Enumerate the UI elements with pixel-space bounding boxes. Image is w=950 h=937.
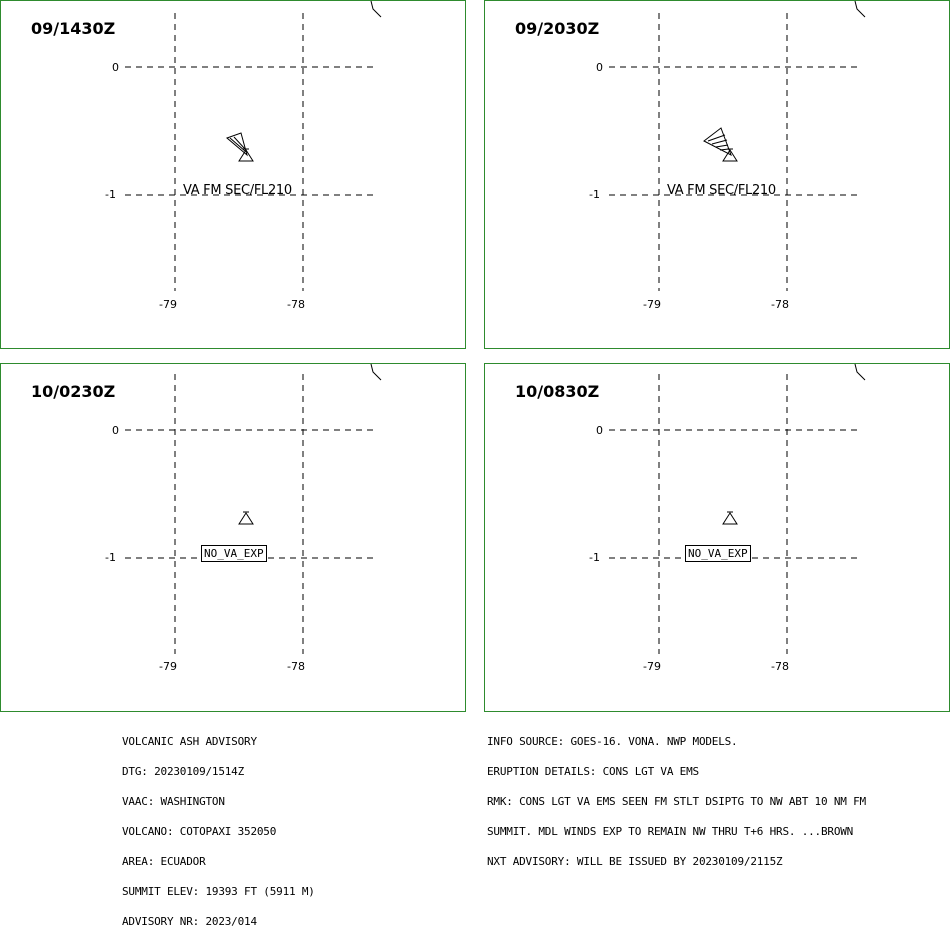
forecast-panel-2 xyxy=(484,0,950,349)
forecast-panel-1 xyxy=(0,0,466,349)
coastline xyxy=(371,1,381,17)
panel-time: 10/0830Z xyxy=(515,382,600,401)
advisory-line: NXT ADVISORY: WILL BE ISSUED BY 20230109/2115Z xyxy=(487,855,783,868)
advisory-line: VOLCANO: COTOPAXI 352050 xyxy=(122,825,277,838)
lat-tick-0: 0 xyxy=(112,424,119,437)
ash-label: VA FM SEC/FL210 xyxy=(667,183,776,198)
lon-tick-78: -78 xyxy=(771,298,789,311)
lon-tick-78: -78 xyxy=(771,660,789,673)
advisory-line: ERUPTION DETAILS: CONS LGT VA EMS xyxy=(487,765,699,778)
coastline xyxy=(855,1,865,17)
advisory-line: ADVISORY NR: 2023/014 xyxy=(122,915,257,928)
lat-tick-0: 0 xyxy=(596,424,603,437)
lat-tick-minus1: -1 xyxy=(589,188,600,201)
advisory-line: SUMMIT ELEV: 19393 FT (5911 M) xyxy=(122,885,315,898)
ash-cloud-polygon xyxy=(227,133,247,155)
lon-tick-79: -79 xyxy=(159,660,177,673)
no-ash-expected-label: NO_VA_EXP xyxy=(201,545,267,562)
coastline xyxy=(371,364,381,380)
lat-tick-minus1: -1 xyxy=(589,551,600,564)
coastline xyxy=(855,364,865,380)
advisory-line: SUMMIT. MDL WINDS EXP TO REMAIN NW THRU T+6 HRS. ...BROWN xyxy=(487,825,854,838)
map-graticule-2 xyxy=(485,1,950,350)
advisory-line: AREA: ECUADOR xyxy=(122,855,206,868)
advisory-header-block xyxy=(122,717,315,937)
no-ash-expected-label: NO_VA_EXP xyxy=(685,545,751,562)
volcano-icon xyxy=(239,512,253,524)
lat-tick-minus1: -1 xyxy=(105,188,116,201)
map-graticule-4 xyxy=(485,364,950,713)
advisory-line: INFO SOURCE: GOES-16. VONA. NWP MODELS. xyxy=(487,735,738,748)
advisory-line: RMK: CONS LGT VA EMS SEEN FM STLT DSIPTG TO NW ABT 10 NM FM xyxy=(487,795,866,808)
volcano-icon xyxy=(239,149,253,161)
panel-time: 10/0230Z xyxy=(31,382,116,401)
advisory-line: VOLCANIC ASH ADVISORY xyxy=(122,735,257,748)
forecast-panel-3 xyxy=(0,363,466,712)
panel-time: 09/1430Z xyxy=(31,19,116,38)
lon-tick-79: -79 xyxy=(643,298,661,311)
forecast-panel-4 xyxy=(484,363,950,712)
lon-tick-79: -79 xyxy=(159,298,177,311)
panel-time: 09/2030Z xyxy=(515,19,600,38)
ash-cloud-polygon xyxy=(704,128,731,155)
map-graticule-3 xyxy=(1,364,467,713)
lon-tick-78: -78 xyxy=(287,660,305,673)
lon-tick-79: -79 xyxy=(643,660,661,673)
lat-tick-0: 0 xyxy=(112,61,119,74)
ash-label: VA FM SEC/FL210 xyxy=(183,183,292,198)
advisory-line: DTG: 20230109/1514Z xyxy=(122,765,245,778)
lat-tick-minus1: -1 xyxy=(105,551,116,564)
advisory-line: VAAC: WASHINGTON xyxy=(122,795,225,808)
lat-tick-0: 0 xyxy=(596,61,603,74)
volcano-icon xyxy=(723,512,737,524)
advisory-details-block xyxy=(487,717,866,877)
lon-tick-78: -78 xyxy=(287,298,305,311)
map-graticule-1 xyxy=(1,1,467,350)
